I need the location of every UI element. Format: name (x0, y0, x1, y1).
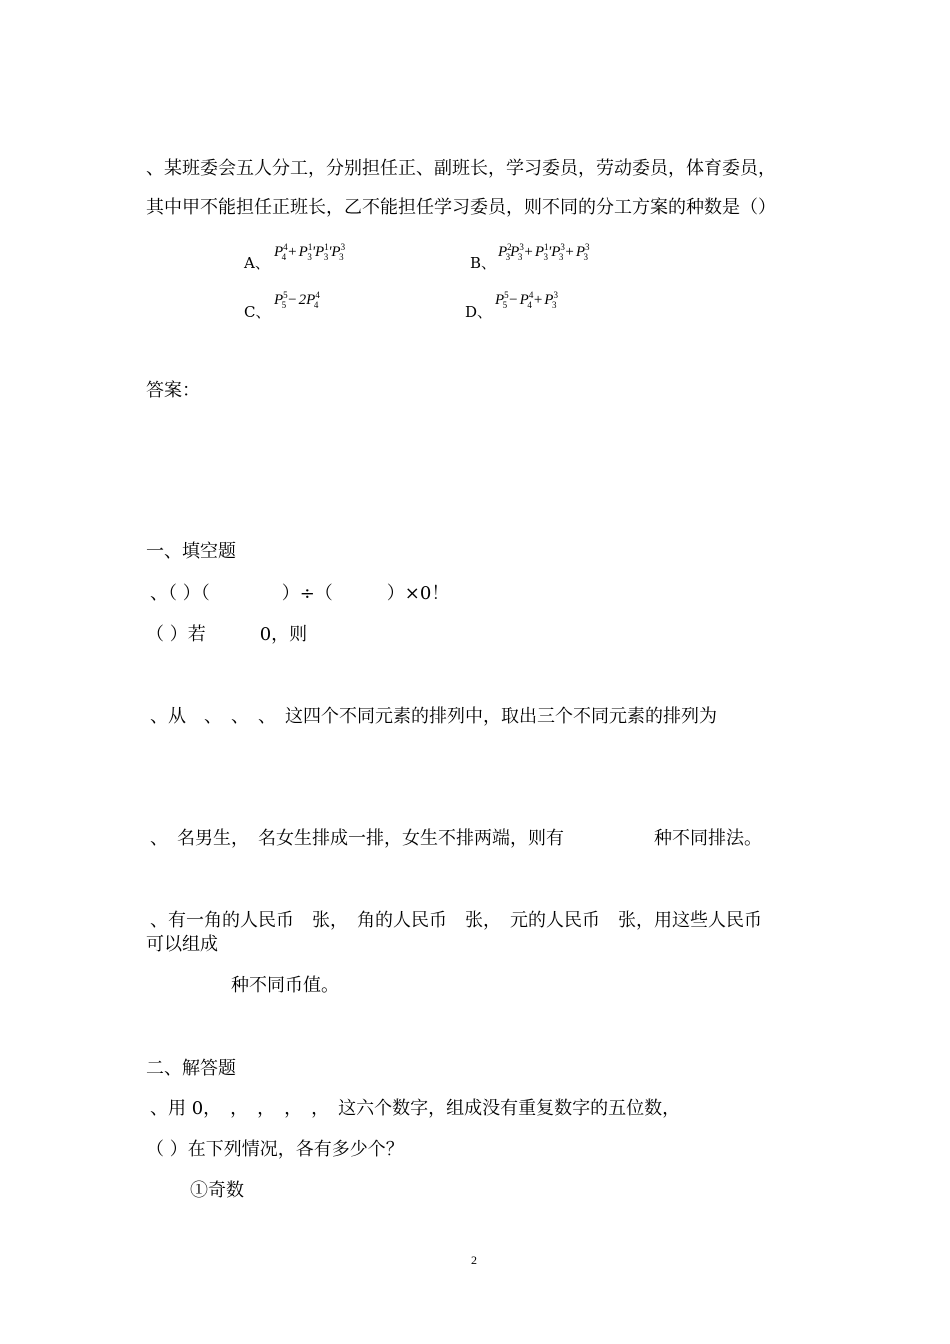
option-a-label: A、 (244, 254, 270, 272)
section-2-title: 二、解答题 (146, 1058, 236, 1079)
option-b-formula: $P^2_3P^3_3 + P^1_3'P^3_3 + P^3_3$ (498, 242, 590, 262)
option-a-formula: $P^4_4 + P^1_3'P^1_3'P^3_3$ (274, 242, 346, 262)
option-c-formula: $P^5_5 - 2P^4_4$ (274, 290, 320, 310)
section-1-q4-line-1: 、有一角的人民币 张， 角的人民币 张， 元的人民币 张，用这些人民币 (150, 910, 762, 931)
section-1-q1-line-2: （ ）若 0，则 (146, 624, 308, 645)
section-1-q4-line-2: 可以组成 (146, 934, 218, 955)
section-2-q1-sub-1: ①奇数 (190, 1180, 244, 1201)
section-1-q4-line-3: 种不同币值。 (231, 975, 339, 996)
section-2-q1-line-2: （ ）在下列情况，各有多少个？ (146, 1139, 404, 1160)
option-d-formula: $P^5_5 - P^4_4 + P^3_3$ (495, 290, 558, 310)
option-d-label: D、 (465, 303, 493, 321)
question-1-line-1: 、某班委会五人分工，分别担任正、副班长，学习委员，劳动委员，体育委员， (146, 158, 776, 179)
question-1-line-2: 其中甲不能担任正班长，乙不能担任学习委员，则不同的分工方案的种数是（） (146, 197, 776, 218)
answer-label: 答案： (146, 380, 200, 401)
section-1-q3: 、 名男生， 名女生排成一排，女生不排两端，则有 种不同排法。 (150, 828, 762, 849)
page-number: 2 (471, 1253, 477, 1267)
option-b-label: B、 (470, 254, 497, 272)
section-1-q2: 、从 、 、 、 这四个不同元素的排列中，取出三个不同元素的排列为 (150, 706, 717, 727)
option-c-label: C、 (244, 303, 271, 321)
section-1-q1-line-1: 、（ ）（ ）÷（ ）×0！ (150, 583, 450, 604)
section-1-title: 一、填空题 (146, 541, 236, 562)
section-2-q1-line-1: 、用 0， ， ， ， ， 这六个数字，组成没有重复数字的五位数， (150, 1098, 681, 1119)
